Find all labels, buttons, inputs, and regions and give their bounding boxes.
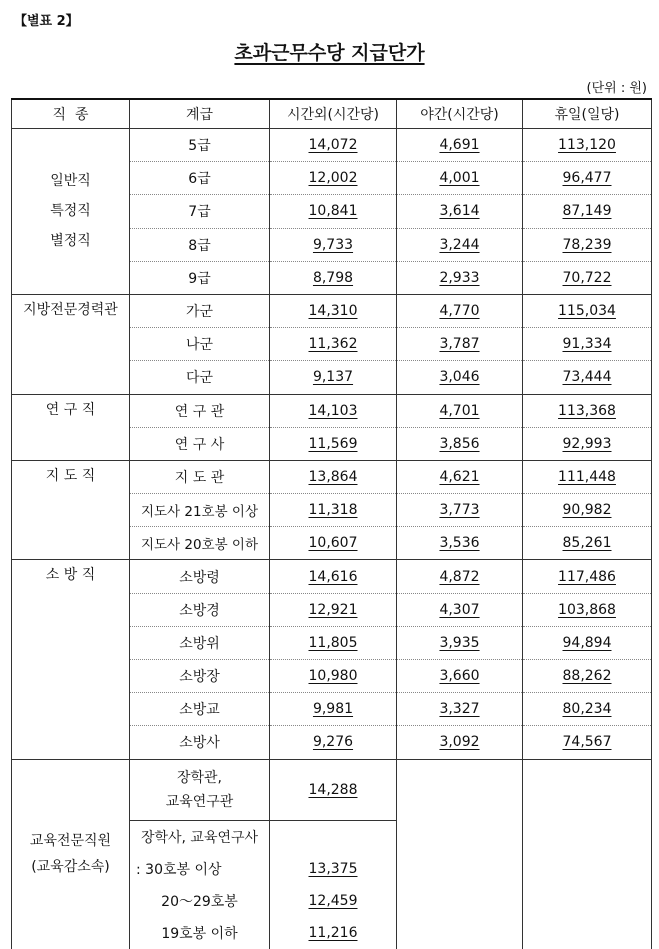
grade-cell: 다군 xyxy=(130,361,270,394)
group-education: 교육전문직원 (교육감소속) xyxy=(12,759,130,949)
grade-cell: 소방장 xyxy=(130,660,270,693)
overtime-cell: 9,981 xyxy=(270,693,397,726)
holiday-cell: 91,334 xyxy=(523,328,652,361)
table-row xyxy=(12,759,652,820)
table-row xyxy=(12,394,652,427)
grade-cell: 연 구 사 xyxy=(130,427,270,460)
grade-cell: 연 구 관 xyxy=(130,394,270,427)
overtime-cell: 10,841 xyxy=(270,195,397,228)
holiday-cell: 111,448 xyxy=(523,460,652,493)
overtime-cell: 9,276 xyxy=(270,726,397,759)
grade-cell: 9급 xyxy=(130,261,270,294)
grade-cell: 8급 xyxy=(130,228,270,261)
night-cell: 3,092 xyxy=(397,726,523,759)
grade-cell: 소방교 xyxy=(130,693,270,726)
holiday-cell: 78,239 xyxy=(523,228,652,261)
holiday-cell: 113,368 xyxy=(523,394,652,427)
holiday-cell: 117,486 xyxy=(523,560,652,593)
grade-cell: 5급 xyxy=(130,129,270,162)
overtime-cell: 11,216 xyxy=(270,917,397,949)
overtime-cell: 9,137 xyxy=(270,361,397,394)
overtime-cell: 11,805 xyxy=(270,626,397,659)
overtime-cell: 13,375 xyxy=(270,853,397,885)
overtime-cell: 10,980 xyxy=(270,660,397,693)
grade-subtitle: 장학사, 교육연구사 xyxy=(130,820,270,853)
grade-cell: 지도사 21호봉 이상 xyxy=(130,494,270,527)
night-cell: 2,933 xyxy=(397,261,523,294)
holiday-cell: 115,034 xyxy=(523,294,652,327)
overtime-cell: 14,072 xyxy=(270,129,397,162)
holiday-cell-empty xyxy=(523,759,652,949)
overtime-cell: 14,616 xyxy=(270,560,397,593)
overtime-cell: 11,362 xyxy=(270,328,397,361)
col-header-job: 직 종 xyxy=(12,99,130,129)
overtime-cell: 9,733 xyxy=(270,228,397,261)
table-row xyxy=(12,129,652,162)
holiday-cell: 85,261 xyxy=(523,527,652,560)
overtime-cell-empty xyxy=(270,820,397,853)
holiday-cell: 96,477 xyxy=(523,162,652,195)
grade-cell: 19호봉 이하 xyxy=(130,917,270,949)
page-title: 초과근무수당 지급단가 xyxy=(234,42,425,64)
group-local-expert: 지방전문경력관 xyxy=(12,294,130,394)
night-cell: 4,701 xyxy=(397,394,523,427)
overtime-cell: 14,310 xyxy=(270,294,397,327)
group-general: 일반직 특정직 별정직 xyxy=(12,129,130,295)
group-research: 연 구 직 xyxy=(12,394,130,460)
overtime-cell: 8,798 xyxy=(270,261,397,294)
night-cell: 4,621 xyxy=(397,460,523,493)
holiday-cell: 94,894 xyxy=(523,626,652,659)
holiday-cell: 88,262 xyxy=(523,660,652,693)
holiday-cell: 70,722 xyxy=(523,261,652,294)
overtime-cell: 14,103 xyxy=(270,394,397,427)
holiday-cell: 73,444 xyxy=(523,361,652,394)
grade-cell: 가군 xyxy=(130,294,270,327)
table-row xyxy=(12,294,652,327)
night-cell: 3,856 xyxy=(397,427,523,460)
grade-cell: 소방위 xyxy=(130,626,270,659)
night-cell: 3,935 xyxy=(397,626,523,659)
night-cell: 4,691 xyxy=(397,129,523,162)
overtime-cell: 10,607 xyxy=(270,527,397,560)
night-cell: 4,001 xyxy=(397,162,523,195)
table-row xyxy=(12,560,652,593)
holiday-cell: 103,868 xyxy=(523,593,652,626)
grade-cell: 6급 xyxy=(130,162,270,195)
holiday-cell: 80,234 xyxy=(523,693,652,726)
night-cell: 3,773 xyxy=(397,494,523,527)
overtime-cell: 13,864 xyxy=(270,460,397,493)
night-cell: 4,307 xyxy=(397,593,523,626)
night-cell: 3,787 xyxy=(397,328,523,361)
holiday-cell: 87,149 xyxy=(523,195,652,228)
grade-cell: 지 도 관 xyxy=(130,460,270,493)
night-cell: 3,660 xyxy=(397,660,523,693)
night-cell: 3,046 xyxy=(397,361,523,394)
allowance-table xyxy=(11,98,652,949)
grade-cell: : 30호봉 이상 xyxy=(130,853,270,885)
holiday-cell: 113,120 xyxy=(523,129,652,162)
table-row xyxy=(12,460,652,493)
overtime-cell: 12,002 xyxy=(270,162,397,195)
grade-cell: 소방사 xyxy=(130,726,270,759)
night-cell: 3,614 xyxy=(397,195,523,228)
overtime-cell: 11,318 xyxy=(270,494,397,527)
table-header-row xyxy=(12,99,652,129)
holiday-cell: 74,567 xyxy=(523,726,652,759)
overtime-cell: 12,459 xyxy=(270,885,397,917)
night-cell: 3,327 xyxy=(397,693,523,726)
col-header-grade: 계급 xyxy=(130,99,270,129)
col-header-overtime: 시간외(시간당) xyxy=(270,99,397,129)
night-cell: 3,536 xyxy=(397,527,523,560)
group-guidance: 지 도 직 xyxy=(12,460,130,560)
grade-cell: 장학관, 교육연구관 xyxy=(130,759,270,820)
appendix-tag: 【별표 2】 xyxy=(14,14,79,29)
grade-cell: 지도사 20호봉 이하 xyxy=(130,527,270,560)
col-header-night: 야간(시간당) xyxy=(397,99,523,129)
grade-cell: 20～29호봉 xyxy=(130,885,270,917)
col-header-holiday: 휴일(일당) xyxy=(523,99,652,129)
night-cell: 4,770 xyxy=(397,294,523,327)
night-cell: 4,872 xyxy=(397,560,523,593)
grade-cell: 나군 xyxy=(130,328,270,361)
night-cell-empty xyxy=(397,759,523,949)
holiday-cell: 90,982 xyxy=(523,494,652,527)
overtime-cell: 14,288 xyxy=(270,759,397,820)
overtime-cell: 12,921 xyxy=(270,593,397,626)
grade-cell: 소방경 xyxy=(130,593,270,626)
overtime-cell: 11,569 xyxy=(270,427,397,460)
holiday-cell: 92,993 xyxy=(523,427,652,460)
unit-note: (단위 : 원) xyxy=(586,81,647,96)
grade-cell: 7급 xyxy=(130,195,270,228)
group-fire: 소 방 직 xyxy=(12,560,130,759)
night-cell: 3,244 xyxy=(397,228,523,261)
grade-cell: 소방령 xyxy=(130,560,270,593)
